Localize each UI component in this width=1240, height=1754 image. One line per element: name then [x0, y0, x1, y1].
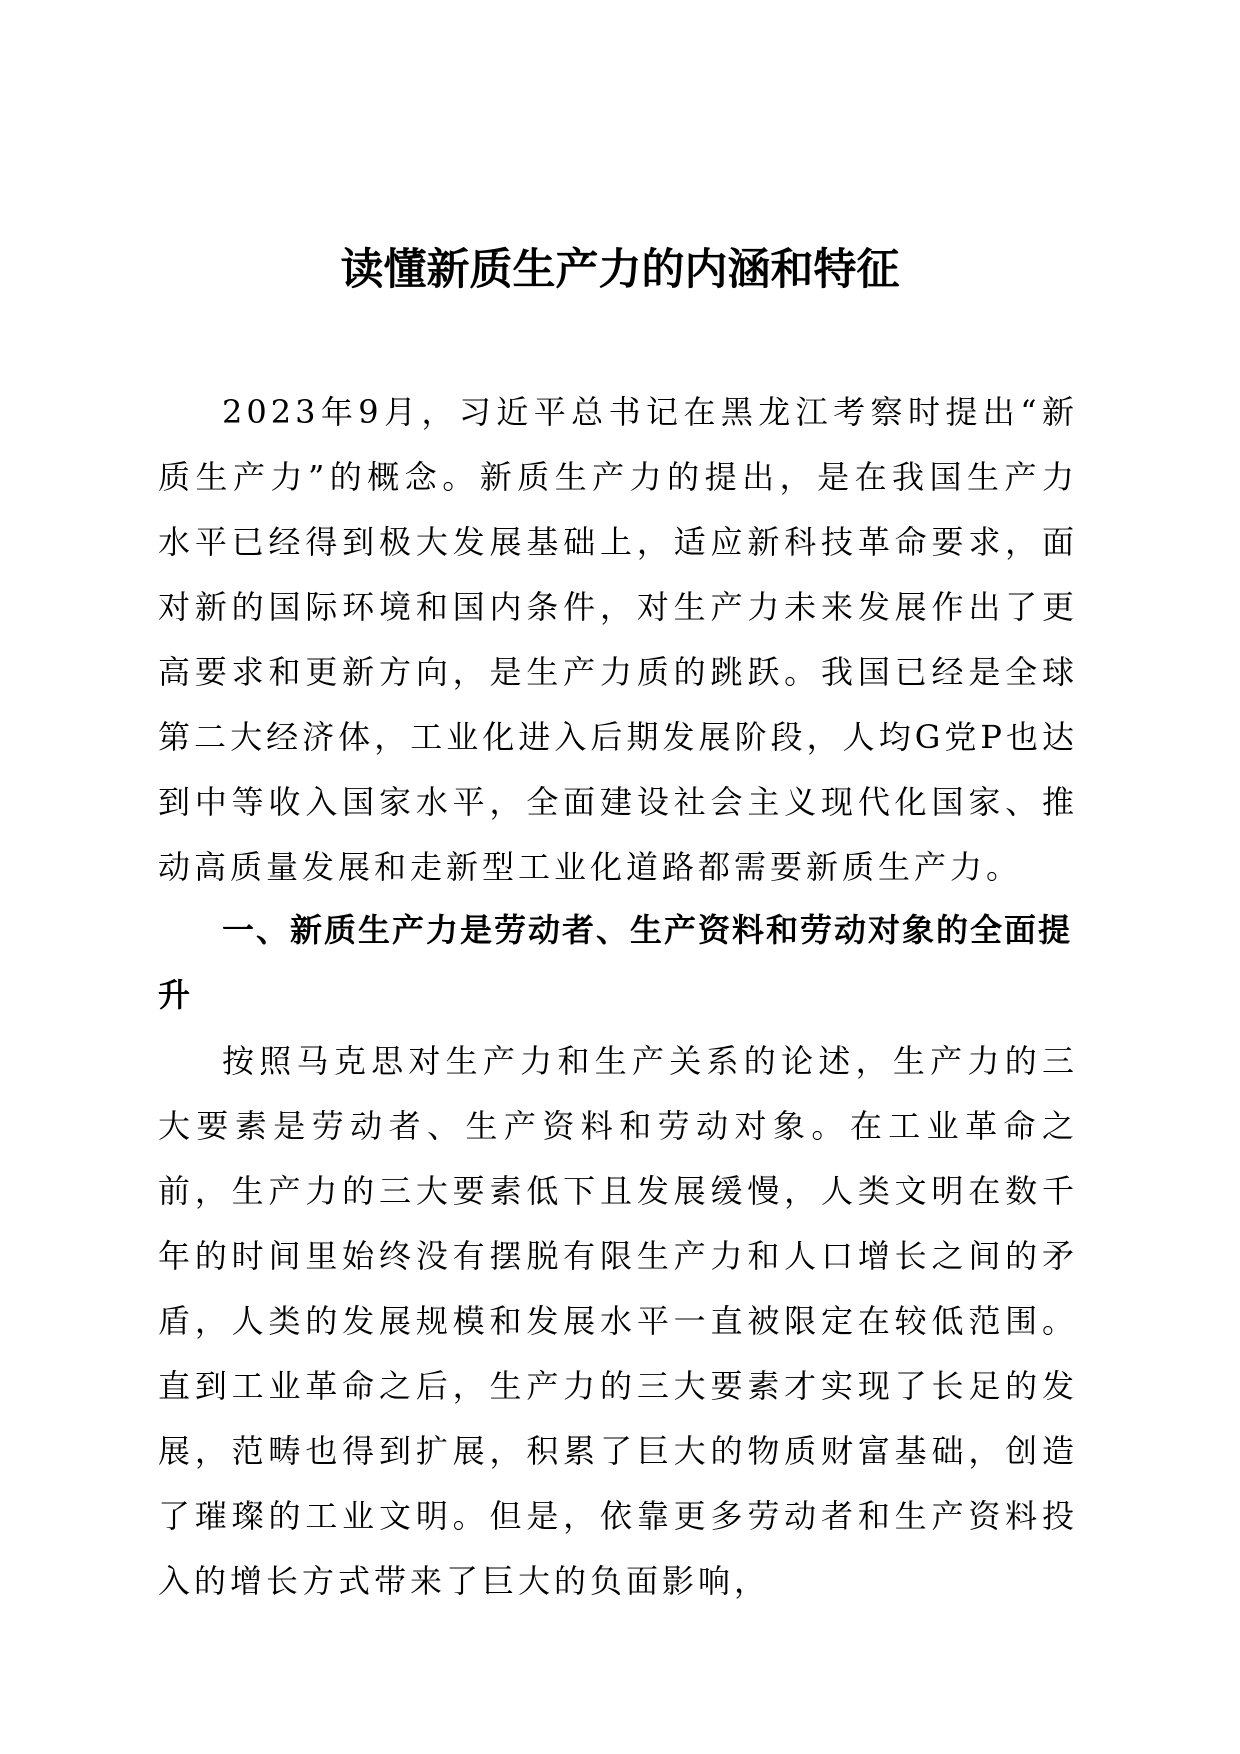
section-heading-1: 一、新质生产力是劳动者、生产资料和劳动对象的全面提升 [158, 911, 1073, 1014]
document-title: 读懂新质生产力的内涵和特征 [340, 245, 900, 295]
paragraph-section-1: 按照马克思对生产力和生产关系的论述，生产力的三大要素是劳动者、生产资料和劳动对象。在工业革命之前，生产力的三大要素低下且发展缓慢，人类文明在数千年的时间里始终没有摆脱有限生产力和人口增长之间的矛盾，人类的发展规模和发展水平一直被限定在较低范围。直到工业革命之后，生产力的三大要素才实现了长足的发展，范畴也得到扩展，积累了巨大的物质财富基础，创造了璀璨的工业文明。但是，依靠更多劳动者和生产资料投入的增长方式带来了巨大的负面影响， [158, 1042, 1078, 1600]
paragraph-intro: 2023年9月，习近平总书记在黑龙江考察时提出“新质生产力”的概念。新质生产力的提出，是在我国生产力水平已经得到极大发展基础上，适应新科技革命要求，面对新的国际环境和国内条件，对生产力未来发展作出了更高要求和更新方向，是生产力质的跳跃。我国已经是全球第二大经济体，工业化进入后期发展阶段，人均G党P也达到中等收入国家水平，全面建设社会主义现代化国家、推动高质量发展和走新型工业化道路都需要新质生产力。 [158, 393, 1078, 886]
